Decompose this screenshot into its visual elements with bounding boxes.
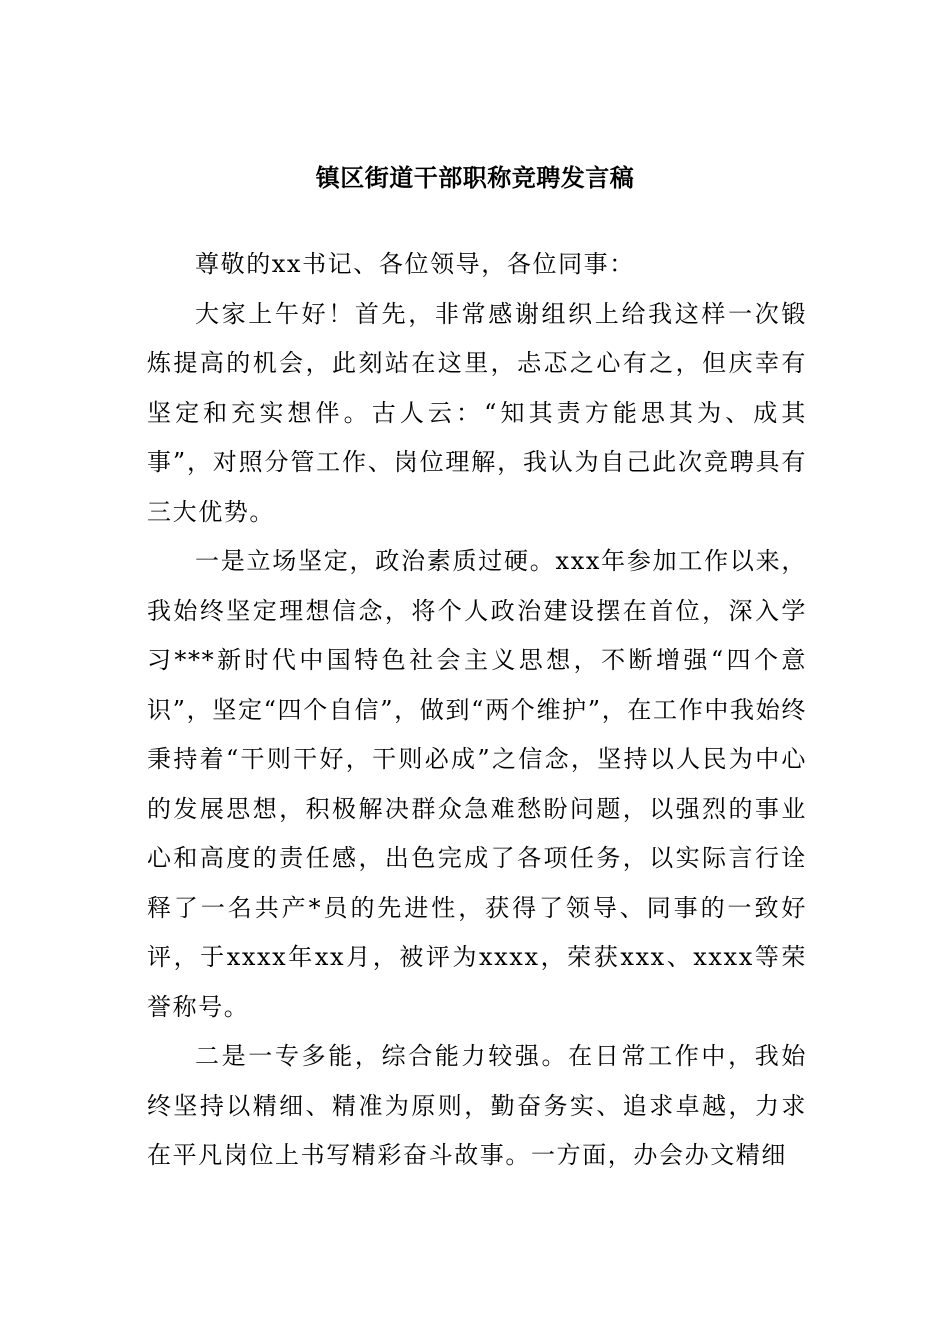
paragraph-opening: 大家上午好！首先，非常感谢组织上给我这样一次锻炼提高的机会，此刻站在这里，忐忑之心有之，但庆幸有坚定和充实想伴。古人云：“知其责方能思其为、成其事”，对照分管工作、岗位理解，我认为自己此次竞聘具有三大优势。 [147, 299, 807, 526]
paragraph-greeting: 尊敬的xx书记、各位领导，各位同事： [195, 250, 635, 278]
document-body [147, 240, 807, 1181]
paragraph-point-one: 一是立场坚定，政治素质过硬。xxx年参加工作以来，我始终坚定理想信念，将个人政治建设摆在首位，深入学习***新时代中国特色社会主义思想，不断增强“四个意识”，坚定“四个自信”，做到“两个维护”，在工作中我始终秉持着“干则干好，干则必成”之信念，坚持以人民为中心的发展思想，积极解决群众急难愁盼问题，以强烈的事业心和高度的责任感，出色完成了各项任务，以实际言行诠释了一名共产*员的先进性，获得了领导、同事的一致好评，于xxxx年xx月，被评为xxxx，荣获xxx、xxxx等荣誉称号。 [147, 547, 807, 1021]
paragraph-point-two: 二是一专多能，综合能力较强。在日常工作中，我始终坚持以精细、精准为原则，勤奋务实、追求卓越，力求在平凡岗位上书写精彩奋斗故事。一方面，办会办文精细 [147, 1042, 807, 1169]
document-title: 镇区街道干部职称竞聘发言稿 [315, 163, 635, 192]
